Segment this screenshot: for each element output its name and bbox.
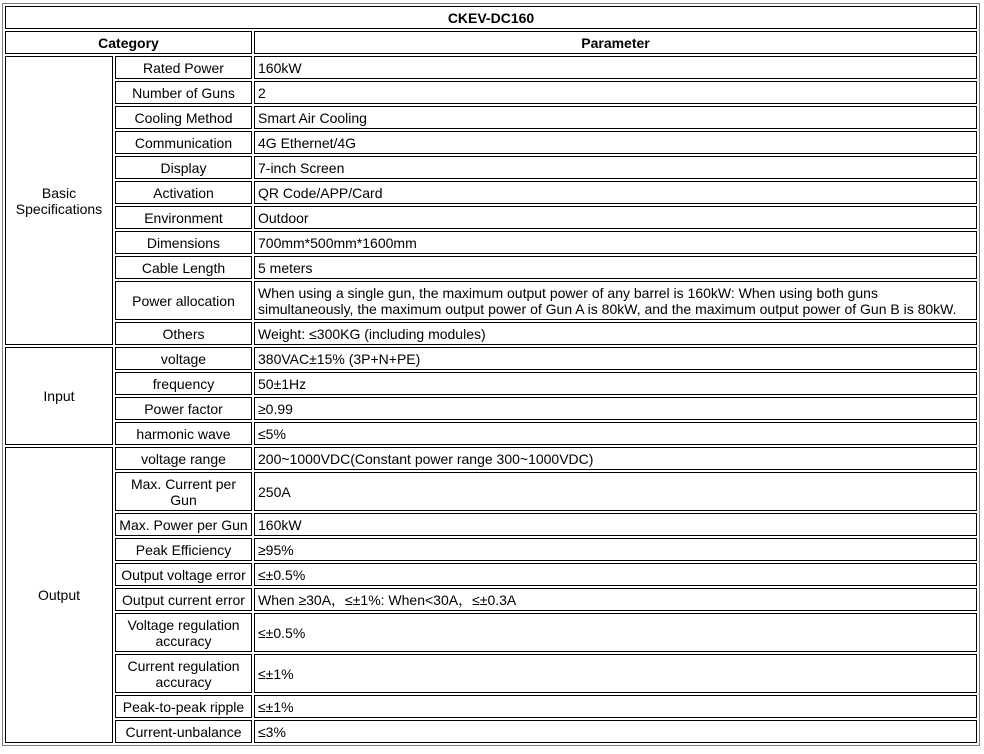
param-label: Current regulation accuracy xyxy=(115,654,252,693)
param-label: Dimensions xyxy=(115,231,252,254)
param-label: Others xyxy=(115,322,252,345)
param-value: 380VAC±15% (3P+N+PE) xyxy=(254,347,977,370)
param-value: ≥0.99 xyxy=(254,397,977,420)
param-value: ≤±1% xyxy=(254,654,977,693)
param-value: Outdoor xyxy=(254,206,977,229)
param-value: 4G Ethernet/4G xyxy=(254,131,977,154)
spec-table xyxy=(2,3,980,746)
table-row xyxy=(5,613,977,652)
param-value: ≤3% xyxy=(254,720,977,743)
table-row xyxy=(5,206,977,229)
table-row xyxy=(5,372,977,395)
param-value: 250A xyxy=(254,472,977,511)
param-label: Number of Guns xyxy=(115,81,252,104)
param-label: Activation xyxy=(115,181,252,204)
group-input: Input xyxy=(5,347,113,445)
title-row xyxy=(5,6,977,29)
param-value: ≤5% xyxy=(254,422,977,445)
param-value: 160kW xyxy=(254,513,977,536)
param-value: When ≥30A，≤±1%: When<30A，≤±0.3A xyxy=(254,588,977,611)
param-value: 700mm*500mm*1600mm xyxy=(254,231,977,254)
table-row xyxy=(5,231,977,254)
param-label: voltage xyxy=(115,347,252,370)
table-row xyxy=(5,281,977,320)
param-label: Max. Current per Gun xyxy=(115,472,252,511)
param-label: Peak-to-peak ripple xyxy=(115,695,252,718)
table-title: CKEV-DC160 xyxy=(5,6,977,29)
param-value: 160kW xyxy=(254,56,977,79)
param-label: Current-unbalance xyxy=(115,720,252,743)
param-value: 7-inch Screen xyxy=(254,156,977,179)
param-value: ≤±0.5% xyxy=(254,613,977,652)
table-row xyxy=(5,563,977,586)
param-label: Communication xyxy=(115,131,252,154)
param-value: 5 meters xyxy=(254,256,977,279)
param-label: Voltage regulation accuracy xyxy=(115,613,252,652)
param-label: Peak Efficiency xyxy=(115,538,252,561)
param-label: frequency xyxy=(115,372,252,395)
param-value: ≥95% xyxy=(254,538,977,561)
table-row xyxy=(5,397,977,420)
param-value: QR Code/APP/Card xyxy=(254,181,977,204)
param-label: Display xyxy=(115,156,252,179)
param-label: Output voltage error xyxy=(115,563,252,586)
table-row xyxy=(5,56,977,79)
table-row xyxy=(5,322,977,345)
group-basic-specifications: Basic Specifications xyxy=(5,56,113,345)
table-row xyxy=(5,654,977,693)
table-row xyxy=(5,422,977,445)
param-label: Max. Power per Gun xyxy=(115,513,252,536)
param-value: ≤±1% xyxy=(254,695,977,718)
param-label: Power factor xyxy=(115,397,252,420)
table-row xyxy=(5,347,977,370)
table-row xyxy=(5,156,977,179)
param-label: Rated Power xyxy=(115,56,252,79)
param-label: Environment xyxy=(115,206,252,229)
param-value: Weight: ≤300KG (including modules) xyxy=(254,322,977,345)
param-value: Smart Air Cooling xyxy=(254,106,977,129)
category-header: Category xyxy=(5,31,252,54)
table-row xyxy=(5,472,977,511)
param-value: When using a single gun, the maximum output power of any barrel is 160kW: When using both guns simultaneously, the maximum output power of Gun A is 80kW, and the maximum output power of Gun B is 80kW. xyxy=(254,281,977,320)
param-value: 50±1Hz xyxy=(254,372,977,395)
table-row xyxy=(5,106,977,129)
table-row xyxy=(5,538,977,561)
param-label: Cable Length xyxy=(115,256,252,279)
param-label: Output current error xyxy=(115,588,252,611)
table-row xyxy=(5,695,977,718)
parameter-header: Parameter xyxy=(254,31,977,54)
table-row xyxy=(5,720,977,743)
table-row xyxy=(5,588,977,611)
table-row xyxy=(5,181,977,204)
group-output: Output xyxy=(5,447,113,743)
param-value: 2 xyxy=(254,81,977,104)
param-label: voltage range xyxy=(115,447,252,470)
table-row xyxy=(5,513,977,536)
header-row xyxy=(5,31,977,54)
table-row xyxy=(5,81,977,104)
param-label: Cooling Method xyxy=(115,106,252,129)
table-row xyxy=(5,447,977,470)
param-label: harmonic wave xyxy=(115,422,252,445)
param-value: ≤±0.5% xyxy=(254,563,977,586)
param-value: 200~1000VDC(Constant power range 300~1000VDC) xyxy=(254,447,977,470)
param-label: Power allocation xyxy=(115,281,252,320)
table-row xyxy=(5,131,977,154)
table-row xyxy=(5,256,977,279)
